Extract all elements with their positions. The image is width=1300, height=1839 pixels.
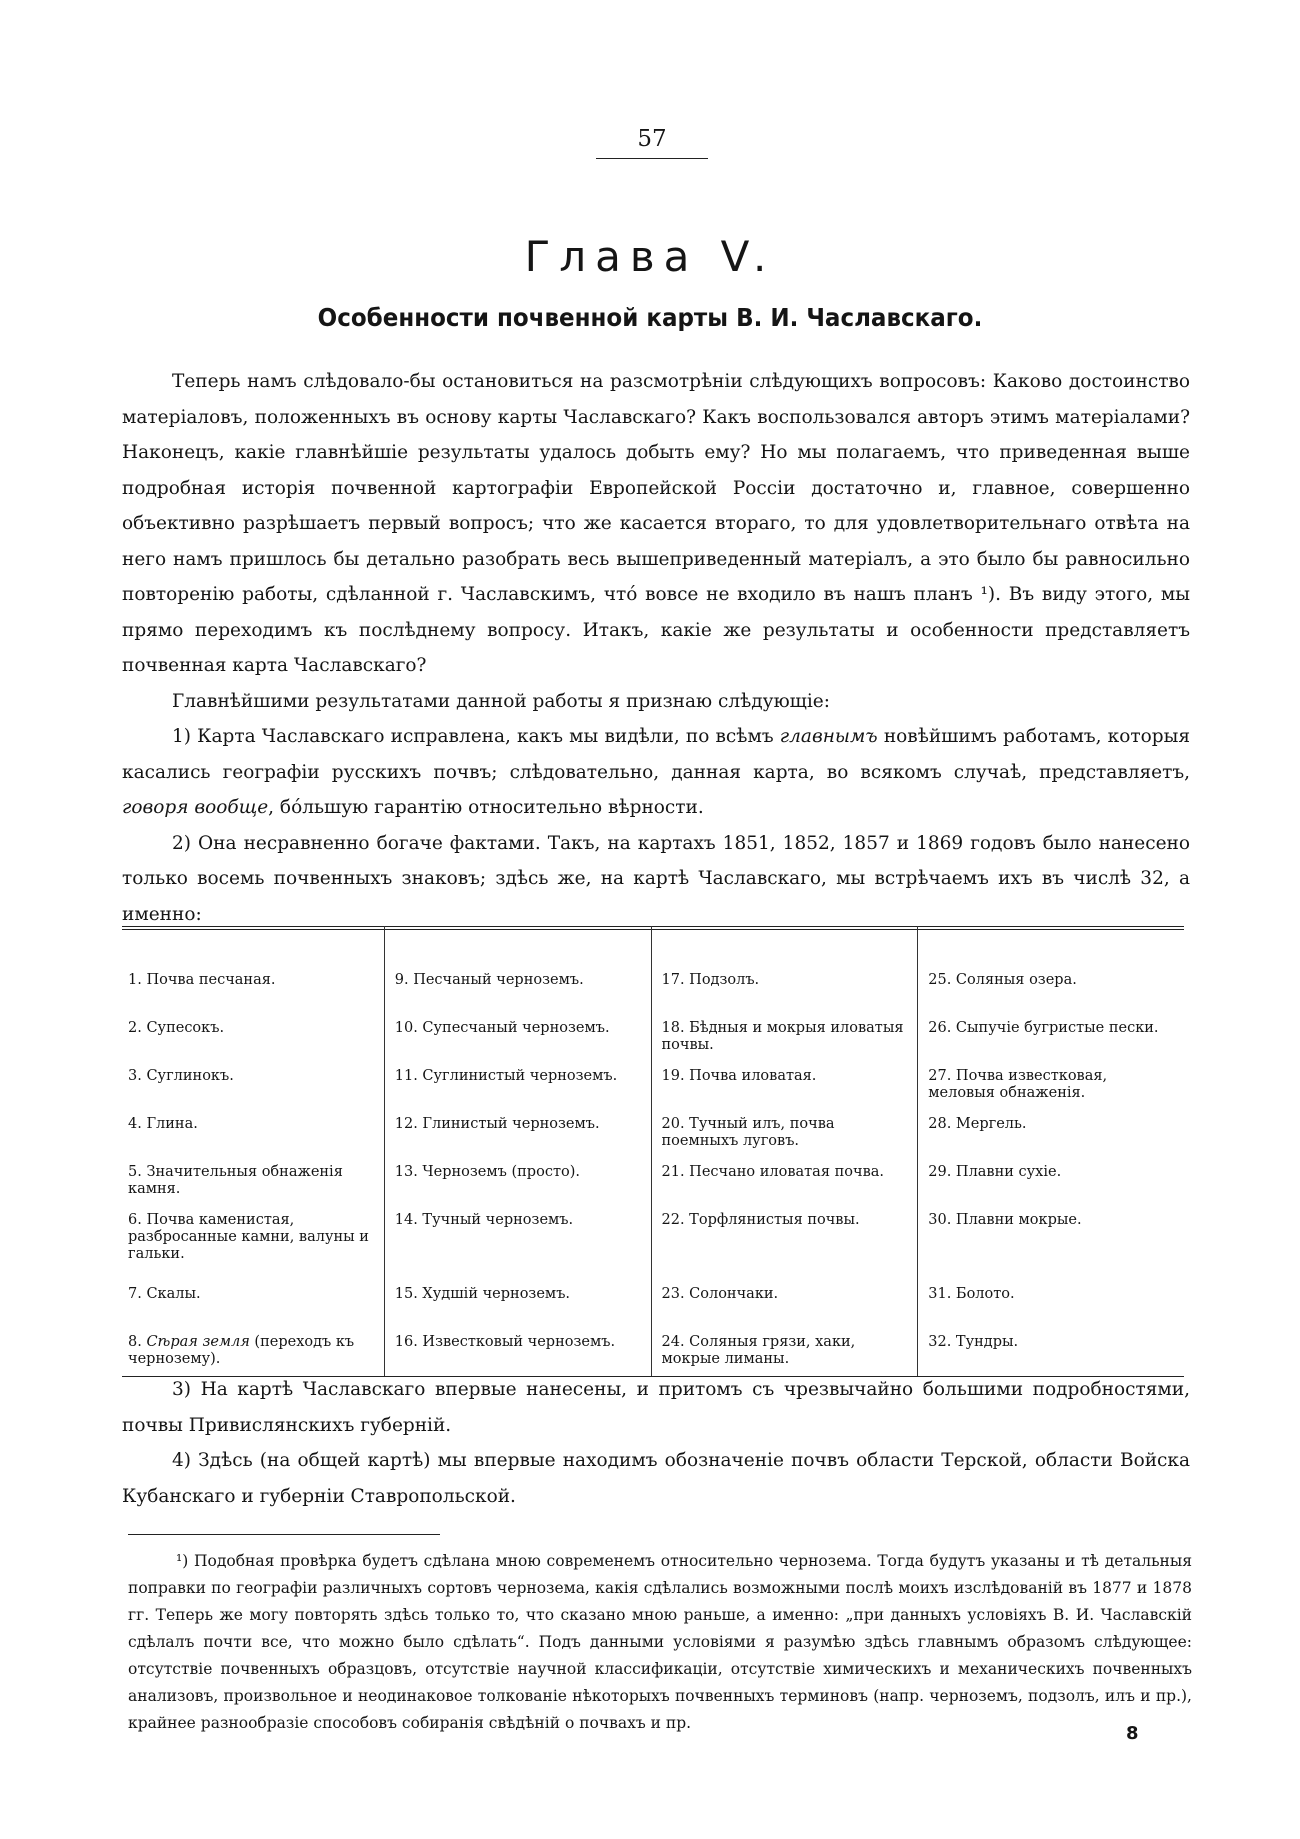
soil-type-item: 16. Известковый черноземъ. <box>394 1334 616 1350</box>
soil-type-item: 30. Плавни мокрые. <box>928 1212 1082 1228</box>
soil-types-table <box>122 926 1184 1377</box>
point-1-text-b: новѣйшимъ работамъ, которыя касались географіи русскихъ почвъ; слѣдовательно, данная карта, во всякомъ случаѣ, представляетъ, <box>122 726 1190 783</box>
soil-type-item: 25. Соляныя озера. <box>928 972 1077 988</box>
signature-mark: 8 <box>1126 1723 1139 1744</box>
point-4: 4) Здѣсь (на общей картѣ) мы впервые находимъ обозначеніе почвъ области Терской, области Войска Кубанскаго и губерніи Ставропольской. <box>122 1450 1190 1507</box>
point-3: 3) На картѣ Чаславскаго впервые нанесены, и притомъ съ чрезвычайно большими подробностями, почвы Привислянскихъ губерній. <box>122 1379 1190 1436</box>
table-column <box>384 926 651 1376</box>
soil-type-item: 32. Тундры. <box>928 1334 1019 1350</box>
point-2: 2) Она несравненно богаче фактами. Такъ, на картахъ 1851, 1852, 1857 и 1869 годовъ было нанесено только восемь почвенныхъ знаковъ; здѣсь же, на картѣ Чаславскаго, мы встрѣчаемъ ихъ въ числѣ 32, а именно: <box>122 832 1190 925</box>
soil-type-item: 4. Глина. <box>128 1116 198 1132</box>
point-1-text-a: 1) Карта Чаславскаго исправлена, какъ мы видѣли, по всѣмъ <box>172 726 780 747</box>
soil-type-item: 7. Скалы. <box>128 1286 201 1302</box>
soil-type-item: 24. Соляныя грязи, хаки, мокрые лиманы. <box>661 1334 856 1367</box>
chapter-subtitle: Особенности почвенной карты В. И. Чаславскаго. <box>317 303 983 332</box>
soil-type-item: 3. Суглинокъ. <box>128 1068 234 1084</box>
soil-type-italic: Сѣрая земля <box>146 1334 250 1350</box>
soil-type-item: 17. Подзолъ. <box>661 972 760 988</box>
soil-type-suffix: (переходъ къ чернозему). <box>128 1334 355 1367</box>
soil-type-item: 10. Супесчаный черноземъ. <box>394 1020 610 1036</box>
soil-type-item: 15. Худшій черноземъ. <box>394 1286 571 1302</box>
page-number: 57 <box>596 126 708 159</box>
soil-type-item: 27. Почва известковая, меловыя обнаженія. <box>928 1068 1108 1101</box>
soil-type-item <box>128 1328 378 1376</box>
point-1-italic-b: говоря вообще <box>122 797 269 818</box>
table-column <box>651 926 918 1376</box>
body-text-lower <box>122 1372 1190 1514</box>
soil-type-item: 19. Почва иловатая. <box>661 1068 817 1084</box>
table-column <box>917 926 1184 1376</box>
footnote-separator <box>128 1534 440 1535</box>
chapter-title: Глава V. <box>524 232 776 281</box>
soil-type-item: 11. Суглинистый черноземъ. <box>394 1068 618 1084</box>
soil-type-item: 12. Глинистый черноземъ. <box>394 1116 600 1132</box>
table-columns <box>122 966 1184 1376</box>
soil-type-item: 20. Тучный илъ, почва поемныхъ луговъ. <box>661 1116 835 1149</box>
results-intro: Главнѣйшими результатами данной работы я признаю слѣдующіе: <box>172 690 830 712</box>
point-1-text-c: , бóльшую гарантію относительно вѣрности. <box>268 797 704 818</box>
soil-type-item: 9. Песчаный черноземъ. <box>394 972 584 988</box>
soil-type-item: 29. Плавни сухіе. <box>928 1164 1062 1180</box>
soil-type-item: 2. Супесокъ. <box>128 1020 225 1036</box>
soil-type-item: 23. Солончаки. <box>661 1286 779 1302</box>
body-text-upper <box>122 364 1190 932</box>
point-1-italic-a: главнымъ <box>779 726 878 747</box>
point-1 <box>122 719 1190 826</box>
soil-type-item: 14. Тучный черноземъ. <box>394 1212 574 1228</box>
soil-type-item: 31. Болото. <box>928 1286 1015 1302</box>
intro-paragraph: Теперь намъ слѣдовало-бы остановиться на разсмотрѣніи слѣдующихъ вопросовъ: Каково достоинство матеріаловъ, положенныхъ въ основу карты Чаславскаго? Какъ воспользовался авторъ этимъ матеріалами? Наконецъ, какіе главнѣйшіе результаты удалось добыть ему? Но мы полагаемъ, что приведенная выше подробная исторія почвенной картографіи Европейской Россіи достаточно и, главное, совершенно объективно разрѣшаетъ первый вопросъ; что же касается втораго, то для удовлетворительнаго отвѣта на него намъ пришлось бы детально разобрать весь вышеприведенный матеріалъ, а это было бы равносильно повторенію работы, сдѣланной г. Чаславскимъ, чтó вовсе не входило въ нашъ планъ ¹). Въ виду этого, мы прямо переходимъ къ послѣднему вопросу. Итакъ, какіе же результаты и особенности представляетъ почвенная карта Чаславскаго? <box>122 371 1190 676</box>
table-column <box>122 926 384 1376</box>
soil-type-item: 1. Почва песчаная. <box>128 972 276 988</box>
soil-type-item: 18. Бѣдныя и мокрыя иловатыя почвы. <box>661 1020 904 1053</box>
soil-type-item: 5. Значительныя обнаженія камня. <box>128 1164 343 1197</box>
footnote: ¹) Подобная провѣрка будетъ сдѣлана мною современемъ относительно чернозема. Тогда будутъ указаны и тѣ детальныя поправки по географіи различныхъ сортовъ чернозема, какія сдѣлались возможными послѣ моихъ изслѣдованій въ 1877 и 1878 гг. Теперь же могу повторять здѣсь только то, что сказано мною раньше, а именно: „при данныхъ условіяхъ В. И. Чаславскій сдѣлалъ почти все, что можно было сдѣлать“. Подъ данными условіями я разумѣю здѣсь главнымъ образомъ слѣдующее: отсутствіе почвенныхъ образцовъ, отсутствіе научной классификаціи, отсутствіе химическихъ и механическихъ почвенныхъ анализовъ, произвольное и неодинаковое толкованіе нѣкоторыхъ почвенныхъ терминовъ (напр. черноземъ, подзолъ, илъ и пр.), крайнее разнообразіе способовъ собиранія свѣдѣній о почвахъ и пр. <box>128 1552 1192 1732</box>
soil-type-prefix: 8. <box>128 1334 147 1350</box>
soil-type-item: 13. Черноземъ (просто). <box>394 1164 580 1180</box>
soil-type-item: 6. Почва каменистая, разбросанные камни, валуны и гальки. <box>128 1212 369 1262</box>
soil-type-item: 21. Песчано иловатая почва. <box>661 1164 884 1180</box>
soil-type-item: 28. Мергель. <box>928 1116 1027 1132</box>
soil-type-item: 26. Сыпучіе бугристые пески. <box>928 1020 1159 1036</box>
soil-type-item: 22. Торфлянистыя почвы. <box>661 1212 860 1228</box>
